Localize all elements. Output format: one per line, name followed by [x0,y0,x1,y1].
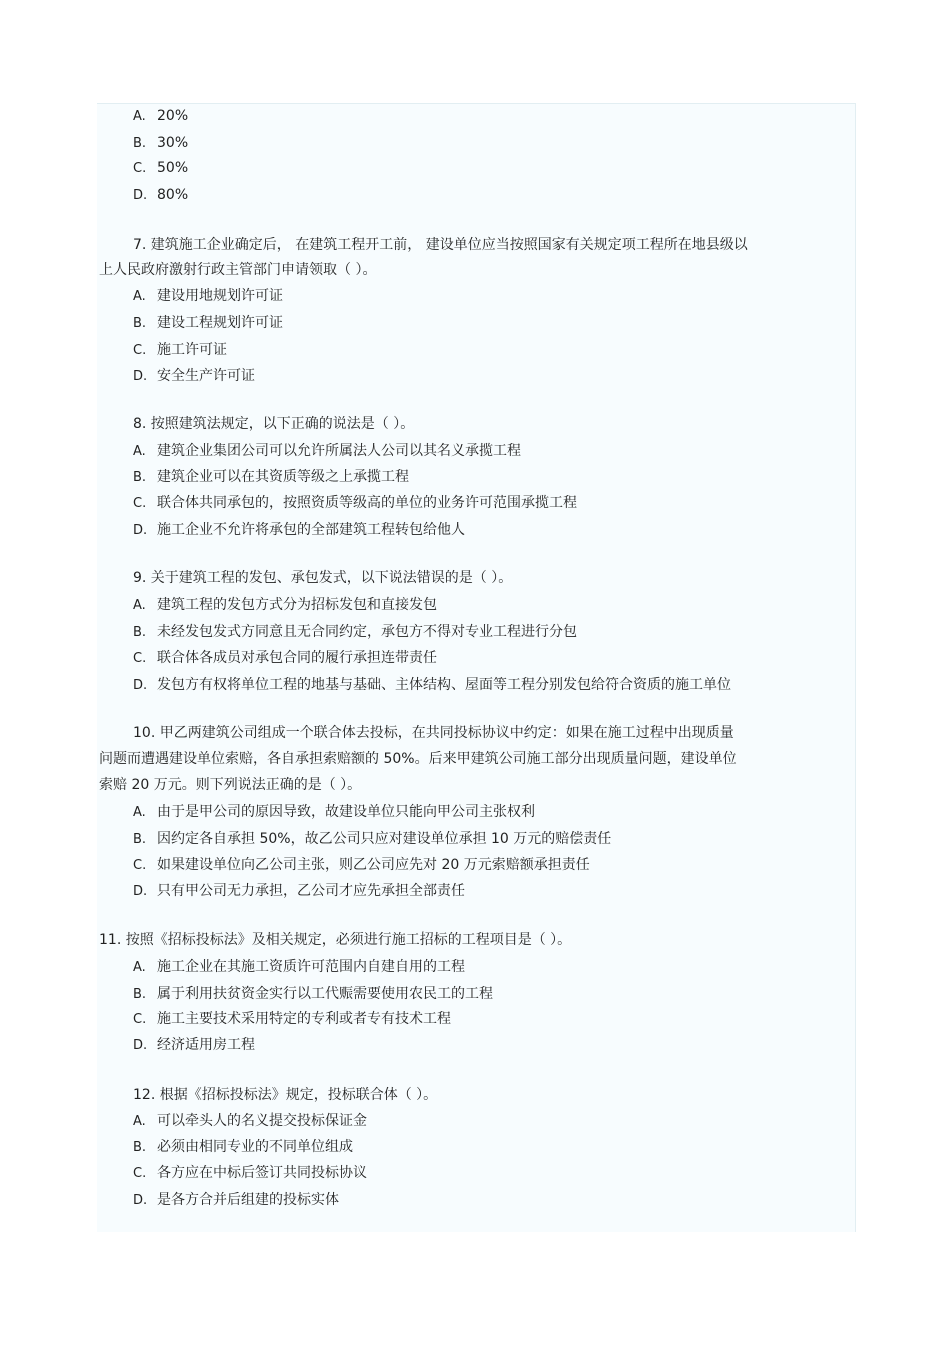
option-q6-b [133,133,188,154]
option-q9-a [133,595,437,616]
option-text: 30% [157,135,189,151]
option-letter: D. [133,369,148,384]
option-q9-c [133,648,437,669]
question-10-stem-cont2: 索赔 20 万元。则下列说法正确的是（ ）。 [99,777,362,793]
option-q12-a [133,1111,367,1132]
option-letter: D. [133,523,148,538]
option-text: 联合体共同承包的，按照资质等级高的单位的业务许可范围承揽工程 [157,495,577,511]
option-q7-d [133,366,255,387]
option-text: 未经发包发式方同意且无合同约定，承包方不得对专业工程进行分包 [157,624,577,640]
option-text: 如果建设单位向乙公司主张，则乙公司应先对 20 万元索赔额承担责任 [157,857,590,873]
option-letter: A. [133,109,146,124]
option-letter: A. [133,1114,146,1129]
option-text: 只有甲公司无力承担，乙公司才应先承担全部责任 [157,883,465,899]
option-q7-b [133,313,283,334]
option-text: 建筑企业集团公司可以允许所属法人公司以其名义承揽工程 [157,443,521,459]
option-text: 安全生产许可证 [157,368,255,384]
option-text: 20% [157,108,189,124]
option-q12-b [133,1137,353,1158]
option-text: 发包方有权将单位工程的地基与基础、主体结构、屋面等工程分别发包给符合资质的施工单位 [157,677,731,693]
question-10-stem-cont: 问题而遭遇建设单位索赔，各自承担索赔额的 50%。后来甲建筑公司施工部分出现质量问题，建设单位 [99,751,737,767]
option-letter: B. [133,136,147,151]
option-q10-b [133,829,611,850]
option-text: 必须由相同专业的不同单位组成 [157,1139,353,1155]
option-q10-a [133,802,535,823]
option-text: 各方应在中标后签订共同投标协议 [157,1165,367,1181]
question-7-stem: 7. 建筑施工企业确定后， 在建筑工程开工前， 建设单位应当按照国家有关规定项工程所在地县级以 [133,237,748,253]
option-text: 建筑工程的发包方式分为招标发包和直接发包 [157,597,437,613]
option-letter: B. [133,625,147,640]
option-letter: A. [133,960,146,975]
question-8-stem: 8. 按照建筑法规定，以下正确的说法是（ ）。 [133,416,415,432]
option-text: 由于是甲公司的原因导致，故建设单位只能向甲公司主张权利 [157,804,535,820]
option-q9-b [133,622,577,643]
option-letter: A. [133,598,146,613]
option-q7-c [133,340,227,361]
option-text: 施工许可证 [157,342,227,358]
option-text: 是各方合并后组建的投标实体 [157,1192,339,1208]
option-q10-d [133,881,465,902]
option-q8-b [133,467,409,488]
option-text: 建设工程规划许可证 [157,315,283,331]
option-letter: B. [133,1140,147,1155]
option-letter: B. [133,832,147,847]
option-letter: D. [133,188,148,203]
option-text: 因约定各自承担 50%，故乙公司只应对建设单位承担 10 万元的赔偿责任 [157,831,612,847]
option-letter: C. [133,1012,147,1027]
option-q7-a [133,286,283,307]
option-q6-a [133,106,188,127]
option-letter: D. [133,1193,148,1208]
option-text: 施工企业在其施工资质许可范围内自建自用的工程 [157,959,465,975]
option-letter: C. [133,343,147,358]
question-10-stem: 10. 甲乙两建筑公司组成一个联合体去投标，在共同投标协议中约定：如果在施工过程中出现质量 [133,725,734,741]
option-letter: A. [133,444,146,459]
option-q8-d [133,520,465,541]
option-text: 属于利用扶贫资金实行以工代赈需要使用农民工的工程 [157,986,493,1002]
option-q11-d [133,1035,255,1056]
option-letter: D. [133,884,148,899]
option-q8-a [133,441,521,462]
option-letter: C. [133,496,147,511]
option-letter: D. [133,678,148,693]
option-letter: C. [133,161,147,176]
option-letter: B. [133,470,147,485]
option-q6-c [133,158,188,179]
option-text: 80% [157,187,189,203]
option-text: 建筑企业可以在其资质等级之上承揽工程 [157,469,409,485]
option-letter: B. [133,987,147,1002]
option-letter: D. [133,1038,148,1053]
option-text: 联合体各成员对承包合同的履行承担连带责任 [157,650,437,666]
question-12-stem: 12. 根据《招标投标法》规定，投标联合体（ ）。 [133,1087,438,1103]
option-q11-a [133,957,465,978]
option-q8-c [133,493,577,514]
option-q12-d [133,1190,339,1211]
option-letter: A. [133,289,146,304]
option-text: 50% [157,160,189,176]
option-letter: C. [133,1166,147,1181]
option-text: 施工企业不允许将承包的全部建筑工程转包给他人 [157,522,465,538]
option-q12-c [133,1163,367,1184]
option-text: 可以牵头人的名义提交投标保证金 [157,1113,367,1129]
option-q11-c [133,1009,451,1030]
option-text: 施工主要技术采用特定的专利或者专有技术工程 [157,1011,451,1027]
question-9-stem: 9. 关于建筑工程的发包、承包发式，以下说法错误的是（ ）。 [133,570,513,586]
option-letter: A. [133,805,146,820]
option-letter: B. [133,316,147,331]
option-q10-c [133,855,590,876]
option-q11-b [133,984,493,1005]
option-text: 建设用地规划许可证 [157,288,283,304]
option-q6-d [133,185,188,206]
question-11-stem: 11. 按照《招标投标法》及相关规定，必须进行施工招标的工程项目是（ ）。 [99,932,572,948]
option-text: 经济适用房工程 [157,1037,255,1053]
option-letter: C. [133,651,147,666]
option-q9-d [133,675,731,696]
option-letter: C. [133,858,147,873]
question-7-stem-cont: 上人民政府激射行政主管部门申请领取（ ）。 [99,262,377,278]
